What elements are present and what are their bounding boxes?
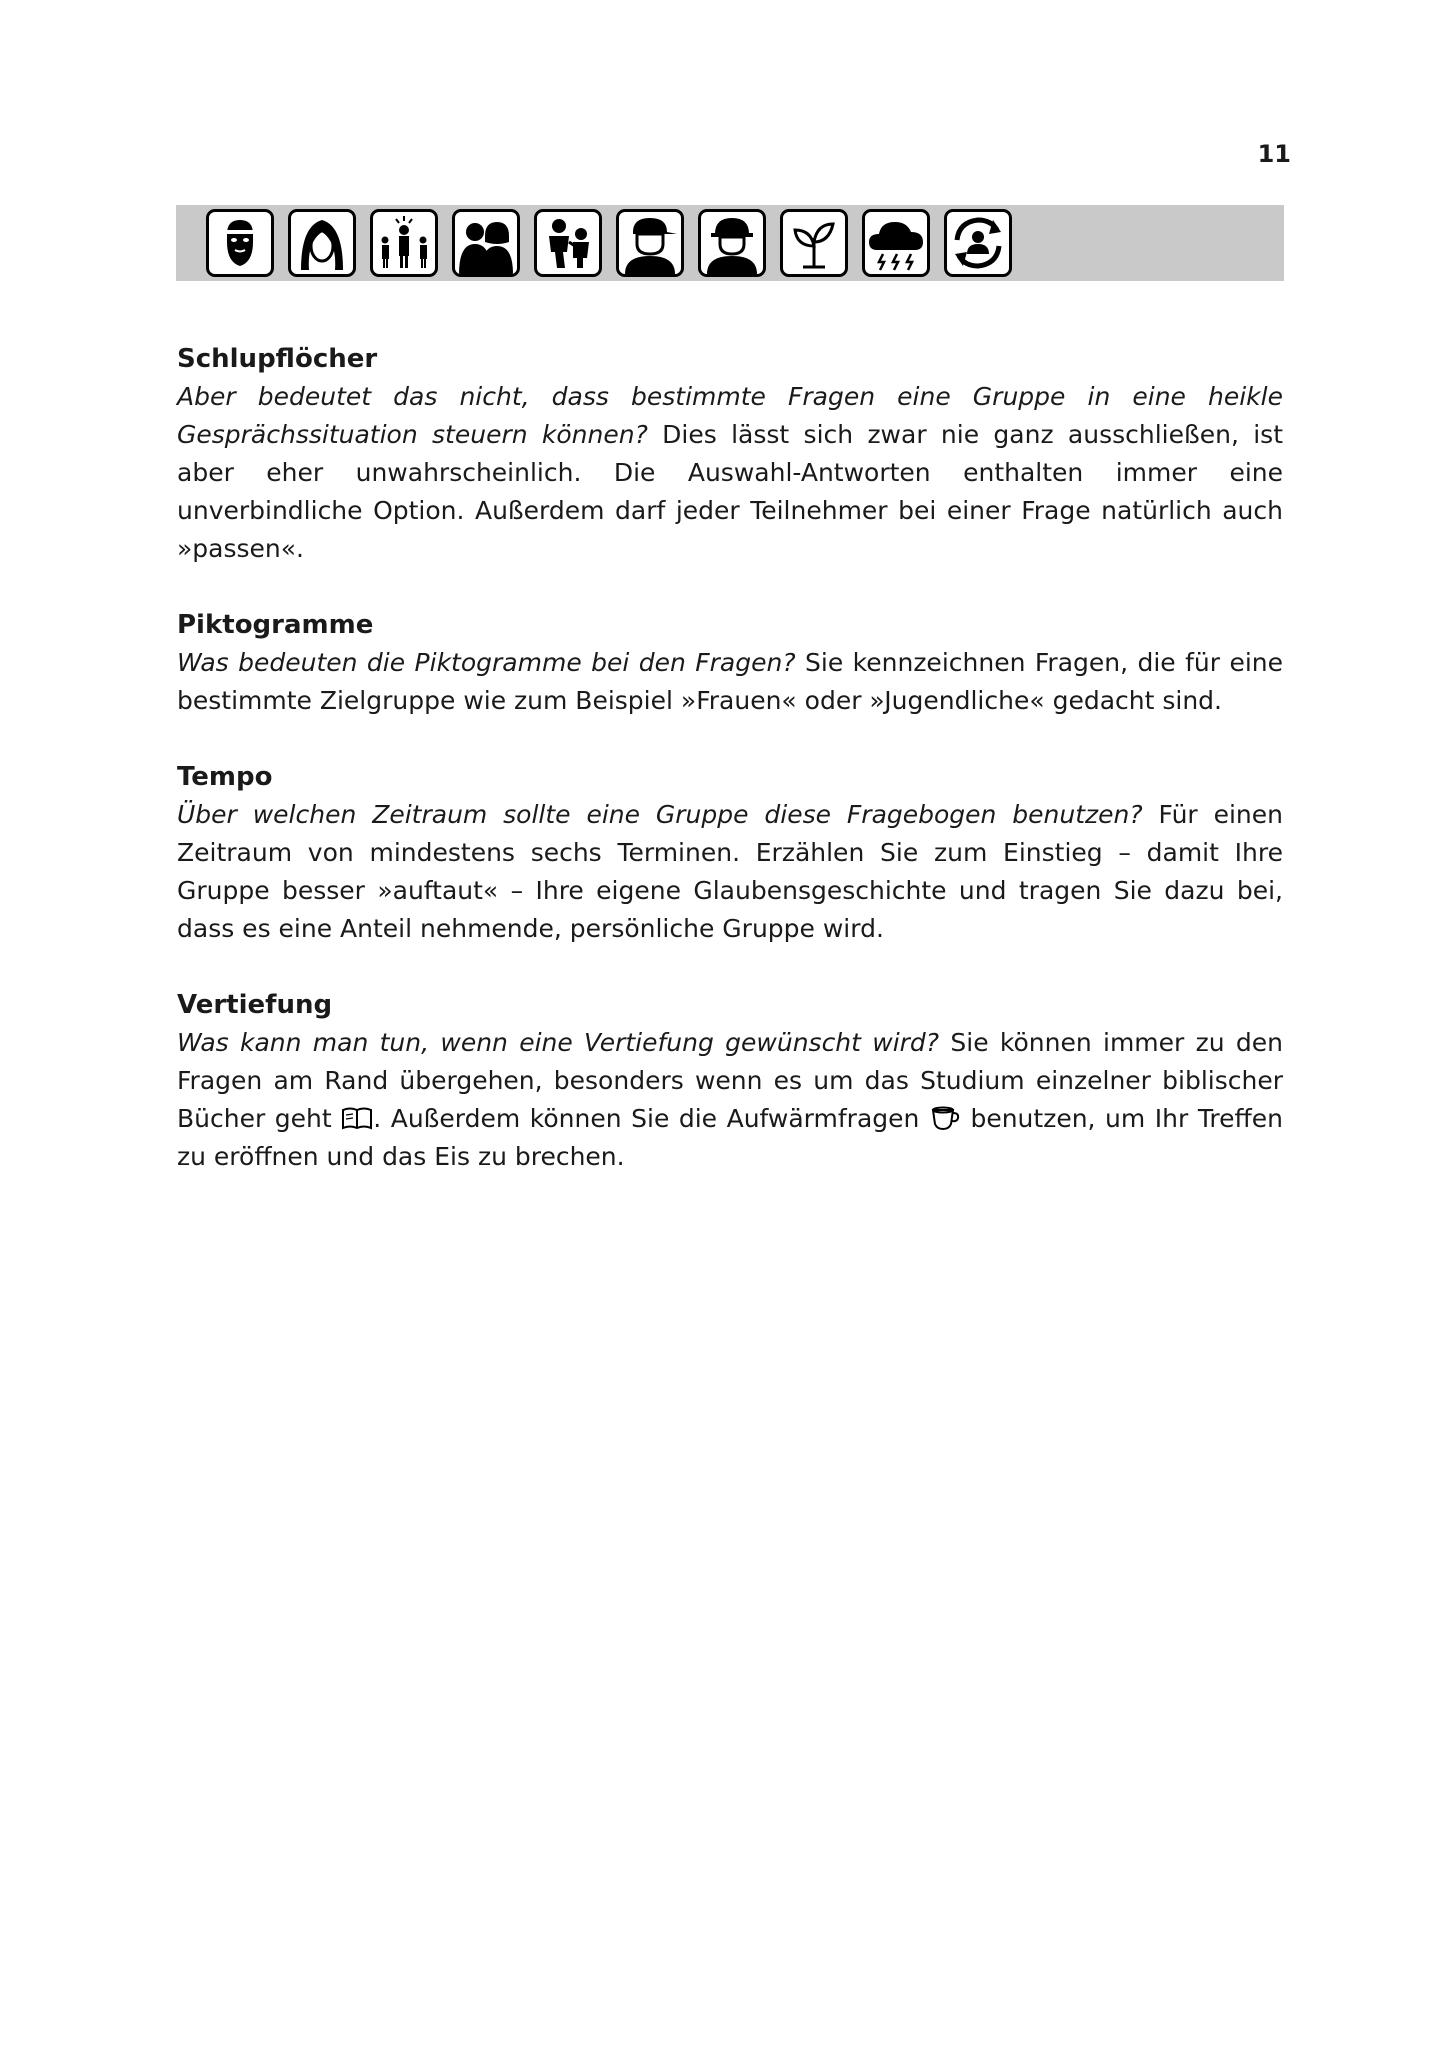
section-question: Was kann man tun, wenn eine Vertiefung gewünscht wird?	[177, 1028, 940, 1057]
section-answer-part: benutzen, um Ihr Treffen zu eröffnen und das Eis zu brechen.	[177, 1104, 1283, 1171]
section-question: Über welchen Zeitraum sollte eine Gruppe diese Fragebogen benutzen?	[177, 800, 1143, 829]
section-answer: Sie kennzeichnen Fragen, die für eine bestimmte Zielgruppe wie zum Beispiel »Frauen« oder »Jugendliche« gedacht sind.	[177, 648, 1284, 715]
storm-cloud-icon	[862, 209, 930, 277]
section-answer-part: Sie können immer zu den Fragen am Rand übergehen, besonders wenn es um das Studium einzelner biblischer Bücher geht	[177, 1028, 1283, 1133]
seedling-icon	[780, 209, 848, 277]
worker-helmet-icon	[698, 209, 766, 277]
open-book-icon	[341, 1104, 373, 1132]
section-heading: Piktogramme	[177, 610, 374, 640]
pictogram-strip	[176, 205, 1284, 281]
section-body	[177, 644, 1283, 720]
section-question: Was bedeuten die Piktogramme bei den Fragen?	[177, 648, 796, 677]
section-vertiefung	[177, 986, 1283, 1176]
section-answer-part: . Außerdem können Sie die Aufwärmfragen	[373, 1104, 929, 1133]
section-body	[177, 796, 1283, 948]
section-body	[177, 1024, 1283, 1176]
coffee-cup-icon	[929, 1104, 961, 1132]
main-text	[177, 340, 1283, 1214]
leader-icon	[370, 209, 438, 277]
section-heading: Schlupflöcher	[177, 344, 378, 374]
section-body	[177, 378, 1283, 568]
parent-child-icon	[534, 209, 602, 277]
section-heading: Tempo	[177, 762, 273, 792]
section-question: Aber bedeutet das nicht, dass bestimmte Fragen eine Gruppe in eine heikle Gesprächssituation steuern können?	[177, 382, 1283, 449]
section-answer: Dies lässt sich zwar nie ganz ausschließen, ist aber eher unwahrscheinlich. Die Auswahl-Antworten enthalten immer eine unverbindliche Option. Außerdem darf jeder Teilnehmer bei einer Frage natürlich auch »passen«.	[177, 420, 1284, 563]
man-icon	[206, 209, 274, 277]
woman-icon	[288, 209, 356, 277]
youth-cap-icon	[616, 209, 684, 277]
couple-icon	[452, 209, 520, 277]
section-heading: Vertiefung	[177, 990, 333, 1020]
section-piktogramme	[177, 606, 1283, 720]
page-number: 11	[1257, 140, 1291, 168]
section-schlupfloecher	[177, 340, 1283, 568]
renewal-cycle-icon	[944, 209, 1012, 277]
section-answer: Für einen Zeitraum von mindestens sechs Terminen. Erzählen Sie zum Einstieg – damit Ihre Gruppe besser »auftaut« – Ihre eigene Glaubensgeschichte und tragen Sie dazu bei, dass es eine Anteil nehmende, persönliche Gruppe wird.	[177, 800, 1283, 943]
section-tempo	[177, 758, 1283, 948]
